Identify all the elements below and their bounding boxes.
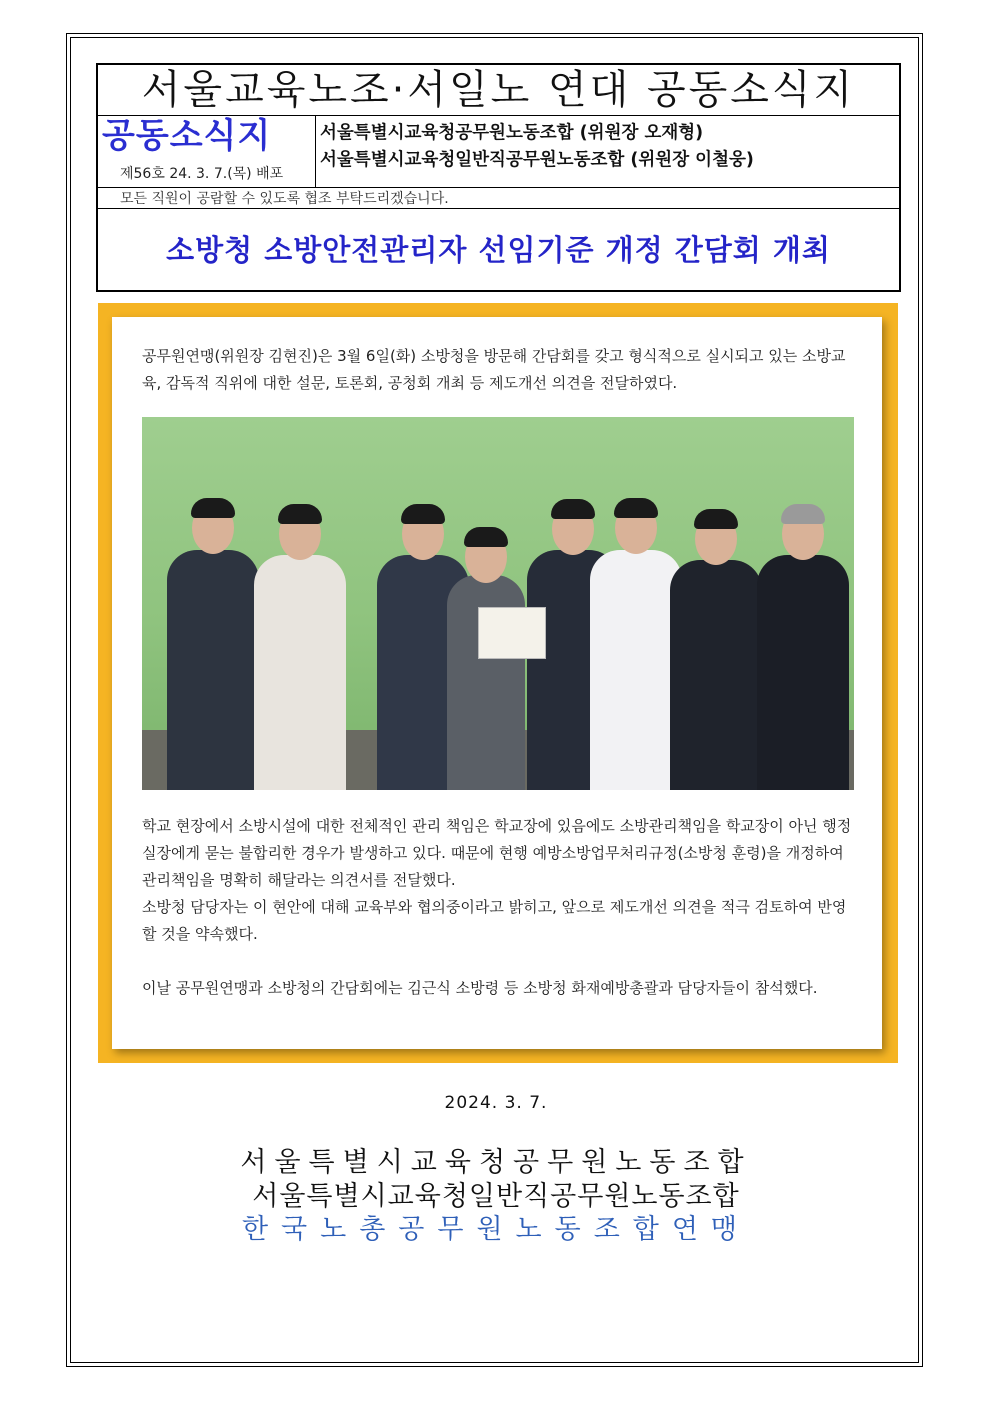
- meeting-photo: [142, 417, 854, 790]
- photo-person: [254, 500, 346, 790]
- photo-person: [670, 505, 762, 790]
- article-body-2: 소방청 담당자는 이 현안에 대해 교육부와 협의중이라고 밝히고, 앞으로 제도개선 의견을 적극 검토하여 반영할 것을 약속했다.: [142, 898, 847, 943]
- article-body-3: 이날 공무원연맹과 소방청의 간담회에는 김근식 소방령 등 소방청 화재예방총괄과 담당자들이 참석했다.: [142, 979, 818, 997]
- signature-federation: 한국노총공무원노동조합연맹: [241, 1214, 751, 1245]
- publish-date: 2024. 3. 7.: [444, 1093, 548, 1113]
- signature-union-1: 서울특별시교육청공무원노동조합: [240, 1147, 752, 1178]
- brand-logo-text: 공동소식지: [102, 116, 272, 156]
- newsletter-header: [96, 63, 901, 292]
- article-body-1: 학교 현장에서 소방시설에 대한 전체적인 관리 책임은 학교장에 있음에도 소방관리책임을 학교장이 아닌 행정실장에게 묻는 불합리한 경우가 발생하고 있다. 때문에 현행 예방소방업무처리규정(소방청 훈령)을 개정하여 관리책임을 명확히 해달라는 의견서를 전달했다.: [142, 817, 852, 889]
- photo-person: [757, 500, 849, 790]
- issue-info: 제56호 24. 3. 7.(목) 배포: [120, 166, 284, 182]
- article-content: [112, 317, 882, 1049]
- photo-person: [167, 490, 259, 790]
- union-name-1: 서울특별시교육청공무원노동조합 (위원장 오재형): [320, 123, 704, 143]
- petition-document: [478, 607, 546, 659]
- article-intro: 공무원연맹(위원장 김현진)은 3월 6일(화) 소방청을 방문해 간담회를 갖고 형식적으로 실시되고 있는 소방교육, 감독적 직위에 대한 설문, 토론회, 공청회 개최 등 제도개선 의견을 전달하였다.: [142, 347, 846, 392]
- signature-union-2: 서울특별시교육청일반직공무원노동조합: [252, 1181, 740, 1212]
- photo-person: [590, 490, 682, 790]
- union-list: [320, 120, 895, 174]
- newsletter-title: 서울교육노조·서일노 연대 공동소식지: [98, 65, 899, 116]
- article-frame: [98, 303, 898, 1063]
- masthead-block: [98, 115, 316, 187]
- headline: 소방청 소방안전관리자 선임기준 개정 간담회 개최: [166, 233, 831, 267]
- union-name-2: 서울특별시교육청일반직공무원노동조합 (위원장 이철웅): [320, 150, 754, 170]
- circulation-notice: 모든 직원이 공람할 수 있도록 협조 부탁드리겠습니다.: [98, 187, 899, 209]
